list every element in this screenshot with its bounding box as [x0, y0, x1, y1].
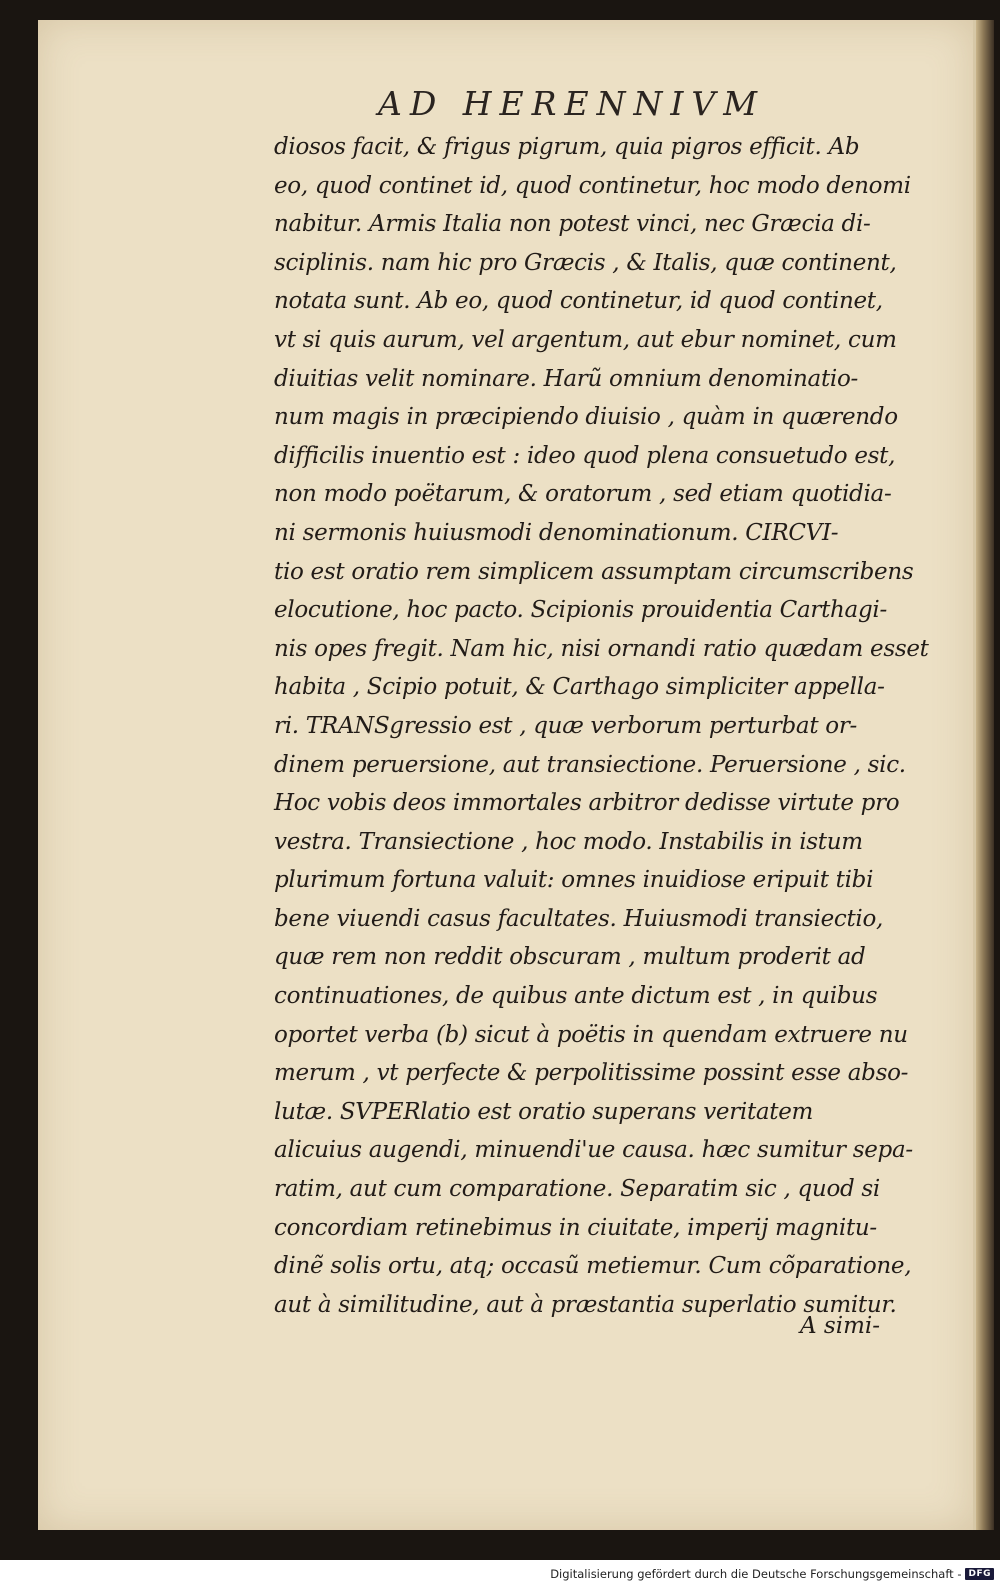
text-line: vestra. Transiectione , hoc modo. Instabilis in istum	[274, 828, 863, 855]
text-line: vt si quis aurum, vel argentum, aut ebur nominet, cum	[274, 326, 897, 353]
text-line: Hoc vobis deos immortales arbitror dedisse virtute pro	[274, 790, 900, 817]
footer	[550, 1564, 994, 1584]
text-line: ratim, aut cum comparatione. Separatim sic , quod si	[274, 1176, 880, 1203]
dfg-logo-icon[interactable]: DFG	[965, 1568, 994, 1580]
text-line: concordiam retinebimus in ciuitate, imperij magnitu-	[274, 1214, 877, 1241]
running-head: AD HERENNIVM	[378, 84, 765, 123]
text-line: sciplinis. nam hic pro Græcis , & Italis, quæ continent,	[274, 249, 897, 276]
text-line: notata sunt. Ab eo, quod continetur, id quod continet,	[274, 288, 883, 315]
text-line: non modo poëtarum, & oratorum , sed etiam quotidia-	[274, 481, 892, 508]
text-line: ri. TRANSgressio est , quæ verborum perturbat or-	[274, 712, 858, 739]
text-line: eo, quod continet id, quod continetur, hoc modo denomi	[274, 172, 911, 199]
text-line: ni sermonis huiusmodi denominationum. CIRCVI-	[274, 519, 839, 546]
text-line: lutæ. SVPERlatio est oratio superans veritatem	[274, 1098, 814, 1125]
text-line: merum , vt perfecte & perpolitissime possint esse abso-	[274, 1060, 909, 1087]
text-line: diosos facit, & frigus pigrum, quia pigros efficit. Ab	[274, 134, 860, 160]
text-line: alicuius augendi, minuendi'ue causa. hæc sumitur sepa-	[274, 1137, 913, 1164]
text-line: quæ rem non reddit obscuram , multum proderit ad	[274, 944, 866, 971]
text-line: continuationes, de quibus ante dictum est , in quibus	[274, 983, 878, 1010]
text-line: nis opes fregit. Nam hic, nisi ornandi ratio quædam esset	[274, 635, 929, 662]
text-line: oportet verba (b) sicut à poëtis in quendam extruere nu	[274, 1021, 908, 1048]
text-line: diuitias velit nominare. Harũ omnium denominatio-	[274, 365, 858, 392]
text-line: num magis in præcipiendo diuisio , quàm in quærendo	[274, 404, 898, 431]
text-line: elocutione, hoc pacto. Scipionis prouidentia Carthagi-	[274, 597, 887, 624]
text-line: dinẽ solis ortu, atq; occasũ metiemur. Cum cõparatione,	[274, 1253, 912, 1280]
text-line: aut à similitudine, aut à præstantia superlatio sumitur.	[274, 1291, 897, 1318]
text-line: plurimum fortuna valuit: omnes inuidiose eripuit tibi	[274, 867, 874, 894]
footer-credit: Digitalisierung gefördert durch die Deutsche Forschungsgemeinschaft -	[550, 1567, 962, 1581]
text-line: bene viuendi casus facultates. Huiusmodi transiectio,	[274, 905, 884, 932]
text-line: nabitur. Armis Italia non potest vinci, nec Græcia di-	[274, 211, 871, 238]
text-line: dinem peruersione, aut transiectione. Peruersione , sic.	[274, 751, 906, 778]
catchword: A simi-	[800, 1313, 881, 1339]
text-line: tio est oratio rem simplicem assumptam circumscribens	[274, 558, 914, 585]
text-line: habita , Scipio potuit, & Carthago simpliciter appella-	[274, 674, 885, 701]
body-text	[274, 128, 964, 1324]
page-edge	[976, 20, 994, 1530]
text-line: difficilis inuentio est : ideo quod plena consuetudo est,	[274, 442, 896, 469]
